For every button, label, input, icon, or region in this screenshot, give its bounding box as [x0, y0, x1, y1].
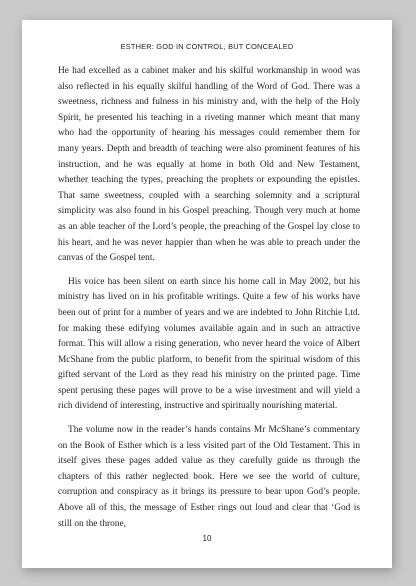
page-number: 10 [202, 534, 212, 543]
paragraph-3: The volume now in the reader’s hands contains Mr McShane’s commentary on the Book of Esther which is a less visited part of the Old Testament. This in itself gives these pages added value as they carefully guide us through the chapters of this rather neglected book. Here we see the world of culture, corruption and conspiracy as it brings its pressure to bear upon God’s people. Above all of this, the message of Esther rings out loud and clear that ‘God is still on the throne, [58, 425, 360, 529]
body-text [58, 64, 360, 540]
running-header: ESTHER: GOD IN CONTROL, BUT CONCEALED [120, 42, 294, 51]
paragraph-2: His voice has been silent on earth since his home call in May 2002, but his ministry has lived on in his profitable writings. Quite a few of his works have been out of print for a number of years and we are indebted to John Ritchie Ltd. for making these edifying volumes available again and in such an attractive format. This will allow a rising generation, who never heard the voice of Albert McShane from the public platform, to benefit from the spiritual wisdom of this gifted servant of the Lord as they read his ministry on the printed page. Time spent perusing these pages will prove to be a wise investment and will yield a rich dividend of interesting, instructive and spiritually nourishing material. [58, 276, 360, 412]
book-page [22, 20, 392, 568]
paragraph-1: He had excelled as a cabinet maker and his skilful workmanship in wood was also reflected in his equally skilful handling of the Word of God. There was a sweetness, richness and fulness in his ministry and, with the help of the Holy Spirit, he presented his teaching in a riveting manner which meant that many who had the opportunity of hearing his messages could remember them for many years. Depth and breadth of teaching were also prominent features of his instruction, and he was equally at home in both Old and New Testament, whether teaching the types, preaching the prophets or expounding the epistles. That same sweetness, coupled with a searching solemnity and a scriptural simplicity was also found in his Gospel preaching. Though very much at home as an able teacher of the Lord’s people, the preaching of the Gospel lay close to his heart, and he was never happier than when he was able to preach under the canvas of the Gospel tent. [58, 66, 360, 264]
